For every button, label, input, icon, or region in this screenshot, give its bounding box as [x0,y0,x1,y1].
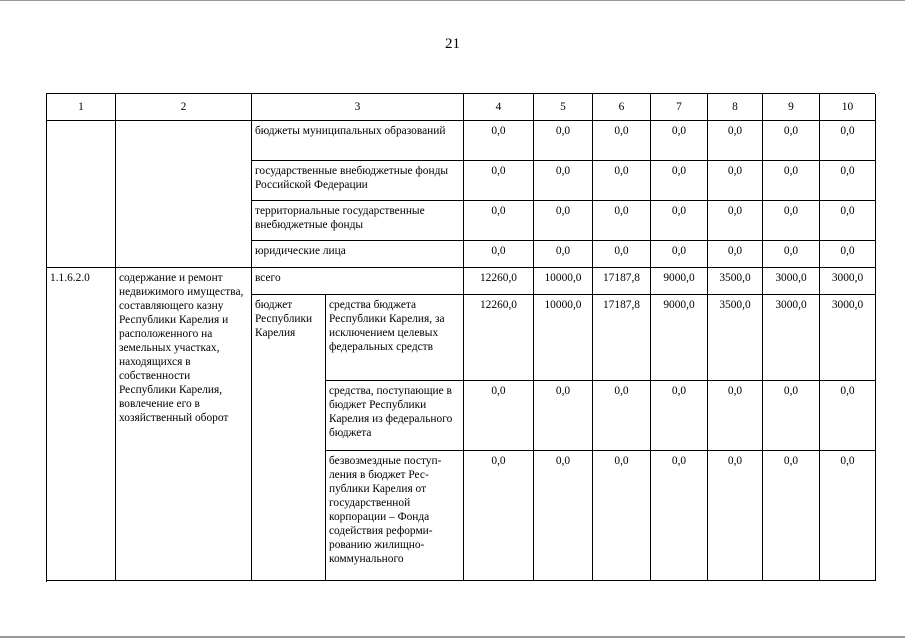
value-cell: 0,0 [763,161,820,201]
header-cell: 3 [252,94,464,121]
header-cell: 5 [534,94,593,121]
sub-source-label: безвозмездные поступ-ления в бюджет Рес-публики Карелия от государственной корпорации – Фонда содействия реформи-рованию жилищно-коммунального [326,451,464,581]
source-label: территориальные государственные внебюджетные фонды [252,201,464,241]
value-cell: 0,0 [708,451,763,581]
value-cell: 0,0 [651,121,708,161]
value-cell: 0,0 [820,161,876,201]
value-cell: 0,0 [763,201,820,241]
page-number: 21 [445,36,460,52]
value-cell: 0,0 [464,121,534,161]
value-cell: 0,0 [593,201,651,241]
header-cell: 7 [651,94,708,121]
value-cell: 0,0 [464,451,534,581]
item-name: содержание и ремонт недвижимого имущества, составляющего казну Республики Карелия и расположенного на земельных участках, находящихся в собственности Республики Карелия, вовлечение его в хозяйственный оборот [116,268,252,581]
sub-source-label: средства бюджета Республики Карелия, за исключением целевых федеральных средств [326,295,464,381]
total-value: 12260,0 [464,268,534,295]
value-cell: 0,0 [763,121,820,161]
scan-edge-bottom [0,636,905,638]
value-cell: 0,0 [593,161,651,201]
value-cell: 3000,0 [820,295,876,381]
value-cell: 0,0 [708,121,763,161]
value-cell: 0,0 [651,241,708,268]
value-cell: 0,0 [593,451,651,581]
value-cell: 0,0 [534,161,593,201]
value-cell: 0,0 [651,161,708,201]
value-cell: 0,0 [708,201,763,241]
value-cell: 3000,0 [763,295,820,381]
total-value: 9000,0 [651,268,708,295]
value-cell: 0,0 [534,201,593,241]
value-cell: 0,0 [820,241,876,268]
value-cell: 0,0 [763,241,820,268]
value-cell: 0,0 [464,201,534,241]
value-cell: 0,0 [651,451,708,581]
value-cell: 0,0 [593,241,651,268]
value-cell: 0,0 [464,241,534,268]
value-cell: 0,0 [820,381,876,451]
total-value: 3000,0 [820,268,876,295]
value-cell: 0,0 [820,121,876,161]
header-cell: 10 [820,94,876,121]
scan-edge-top [0,0,905,1]
value-cell: 12260,0 [464,295,534,381]
item-code: 1.1.6.2.0 [47,268,116,581]
header-cell: 4 [464,94,534,121]
header-cell: 6 [593,94,651,121]
value-cell: 0,0 [651,201,708,241]
value-cell: 0,0 [534,241,593,268]
value-cell: 17187,8 [593,295,651,381]
total-value: 3500,0 [708,268,763,295]
total-value: 17187,8 [593,268,651,295]
header-cell: 1 [47,94,116,121]
value-cell: 0,0 [820,451,876,581]
header-cell: 2 [116,94,252,121]
value-cell: 0,0 [593,121,651,161]
value-cell: 0,0 [763,451,820,581]
value-cell: 0,0 [534,451,593,581]
value-cell: 0,0 [464,161,534,201]
header-cell: 8 [708,94,763,121]
value-cell: 10000,0 [534,295,593,381]
source-label: юридические лица [252,241,464,268]
sub-source-label: средства, поступающие в бюджет Республики Карелия из федерального бюджета [326,381,464,451]
source-label: государственные внебюджетные фонды Российской Федерации [252,161,464,201]
total-label: всего [252,268,464,295]
source-label: бюджеты муниципальных образований [252,121,464,161]
value-cell: 9000,0 [651,295,708,381]
header-cell: 9 [763,94,820,121]
total-value: 10000,0 [534,268,593,295]
value-cell: 0,0 [708,241,763,268]
value-cell: 0,0 [651,381,708,451]
value-cell: 0,0 [593,381,651,451]
prev-code-cell [47,121,116,268]
total-value: 3000,0 [763,268,820,295]
value-cell: 3500,0 [708,295,763,381]
value-cell: 0,0 [820,201,876,241]
prev-name-cell [116,121,252,268]
value-cell: 0,0 [708,381,763,451]
value-cell: 0,0 [763,381,820,451]
budget-label: бюджет Республики Карелия [252,295,326,581]
value-cell: 0,0 [534,121,593,161]
budget-table [46,93,875,582]
value-cell: 0,0 [534,381,593,451]
value-cell: 0,0 [464,381,534,451]
value-cell: 0,0 [708,161,763,201]
